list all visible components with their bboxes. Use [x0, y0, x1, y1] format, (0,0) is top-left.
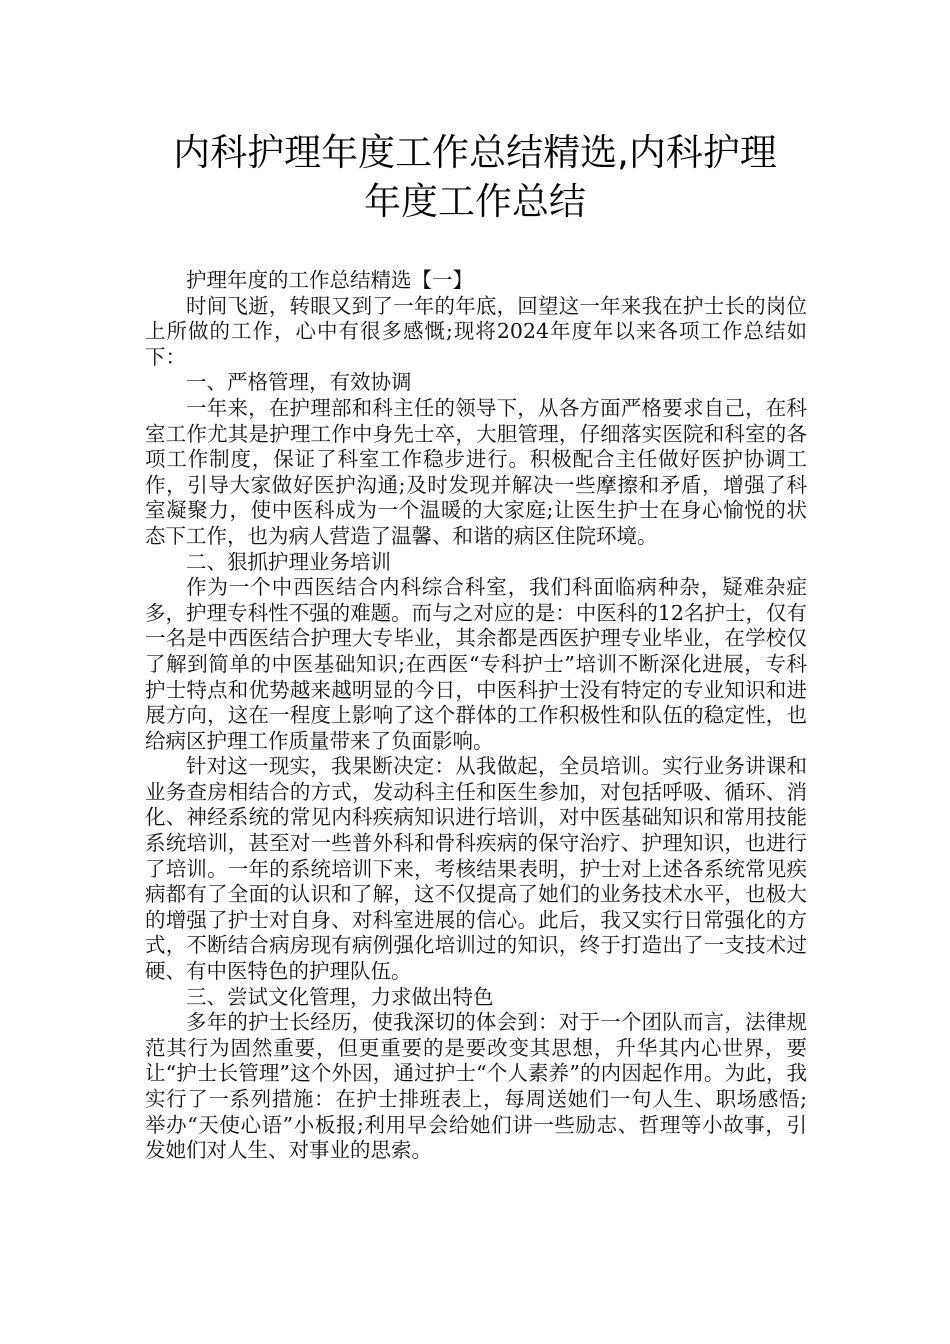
section-heading: 二、狠抓护理业务培训 — [186, 549, 391, 574]
title-line-2: 年度工作总结 — [364, 180, 586, 223]
section-intro-heading: 护理年度的工作总结精选【一】 — [186, 268, 473, 292]
document-title — [120, 128, 830, 226]
paragraph: 一年来，在护理部和科主任的领导下，从各方面严格要求自己，在科室工作尤其是护理工作中身先士卒，大胆管理，仔细落实医院和科室的各项工作制度，保证了科室工作稳步进行。积极配合主任做好医护协调工作，引导大家做好医护沟通;及时发现并解决一些摩擦和矛盾，增强了科室凝聚力，使中医科成为一个温暖的大家庭;让医生护士在身心愉悦的状态下工作，也为病人营造了温馨、和谐的病区住院环境。 — [145, 395, 807, 548]
paragraph: 针对这一现实，我果断决定：从我做起，全员培训。实行业务讲课和业务查房相结合的方式，发动科主任和医生参加，对包括呼吸、循环、消化、神经系统的常见内科疾病知识进行培训，对中医基础知识和常用技能系统培训，甚至对一些普外科和骨科疾病的保守治疗、护理知识，也进行了培训。一年的系统培训下来，考核结果表明，护士对上述各系统常见疾病都有了全面的认识和了解，这不仅提高了她们的业务技术水平，也极大的增强了护士对自身、对科室进展的信心。此后，我又实行日常强化的方式，不断结合病房现有病例强化培训过的知识，终于打造出了一支技术过硬、有中医特色的护理队伍。 — [145, 754, 807, 984]
paragraph: 作为一个中西医结合内科综合科室，我们科面临病种杂，疑难杂症多，护理专科性不强的难题。而与之对应的是：中医科的12名护士，仅有一名是中西医结合护理大专毕业，其余都是西医护理专业毕业，在学校仅了解到简单的中医基础知识;在西医“专科护士”培训不断深化进展，专科护士特点和优势越来越明显的今日，中医科护士没有特定的专业知识和进展方向，这在一程度上影响了这个群体的工作积极性和队伍的稳定性，也给病区护理工作质量带来了负面影响。 — [145, 575, 807, 753]
document-body — [145, 268, 807, 1164]
paragraph: 多年的护士长经历，使我深切的体会到：对于一个团队而言，法律规范其行为固然重要，但更重要的是要改变其思想，升华其内心世界，要让“护士长管理”这个外因，通过护士“个人素养”的内因起作用。为此，我实行了一系列措施：在护士排班表上，每周送她们一句人生、职场感悟;举办“天使心语”小板报;利用早会给她们讲一些励志、哲理等小故事，引发她们对人生、对事业的思索。 — [145, 1010, 807, 1163]
title-line-1: 内科护理年度工作总结精选,内科护理 — [173, 131, 777, 174]
paragraph: 时间飞逝，转眼又到了一年的年底，回望这一年来我在护士长的岗位上所做的工作，心中有很多感慨;现将2024年度年以来各项工作总结如下： — [145, 293, 807, 369]
section-heading: 三、尝试文化管理，力求做出特色 — [186, 984, 494, 1009]
section-heading: 一、严格管理，有效协调 — [186, 370, 412, 395]
